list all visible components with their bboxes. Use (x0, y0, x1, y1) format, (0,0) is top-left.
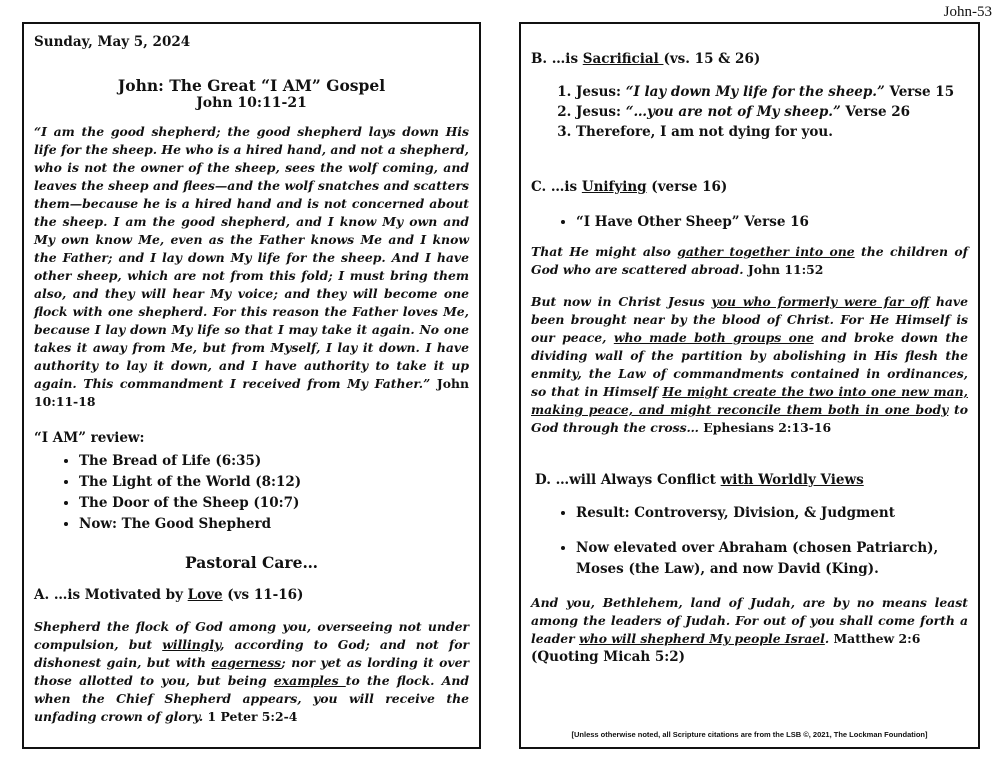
quote-reference: John 10:11-18 (34, 376, 469, 409)
section-a-heading: A. …is Motivated by Love (vs 11-16) (34, 587, 304, 603)
footnote: [Unless otherwise noted, all Scripture citations are from the LSB ©, 2021, The Lockman Foundation] (571, 730, 928, 739)
list-item: • The Bread of Life (6:35) (79, 451, 469, 472)
section-c-list (531, 212, 968, 233)
john-11-52-quote: That He might also gather together into one the children of God who are scattered abroad. John 11:52 (531, 244, 968, 277)
right-panel (519, 22, 980, 749)
section-c-heading: C. …is Unifying (verse 16) (531, 179, 728, 195)
list-item: • Now elevated over Abraham (chosen Patriarch), Moses (the Law), and now David (King). (576, 538, 968, 580)
list-item: 2. Jesus: “…you are not of My sheep.” Verse 26 (576, 102, 968, 122)
peter-quote: Shepherd the flock of God among you, overseeing not under compulsion, but willingly, according to God; and not for dishonest gain, but with eagerness; nor yet as lording it over those allotted to you, but being examples to the flock. And when the Chief Shepherd appears, you will receive the unfading crown of glory. 1 Peter 5:2-4 (34, 619, 470, 724)
review-label: “I AM” review: (34, 430, 145, 446)
list-item: • The Door of the Sheep (10:7) (79, 493, 469, 514)
left-panel (22, 22, 481, 749)
micah-note: (Quoting Micah 5:2) (531, 649, 685, 665)
review-list (34, 451, 469, 535)
peter-reference: 1 Peter 5:2-4 (203, 709, 298, 724)
list-item: • “I Have Other Sheep” Verse 16 (576, 212, 968, 233)
matthew-quote: And you, Bethlehem, land of Judah, are by no means least among the leaders of Judah. For out of you shall come forth a leader who will shepherd My people Israel. Matthew 2:6 (531, 595, 968, 646)
section-d-heading: D. …will Always Conflict with Worldly Views (535, 472, 864, 488)
section-b-list (531, 82, 968, 142)
sermon-title: John: The Great “I AM” Gospel (117, 76, 386, 95)
sermon-reference: John 10:11-21 (196, 95, 307, 111)
section-b-heading: B. …is Sacrificial (vs. 15 & 26) (531, 51, 761, 67)
list-item: • Now: The Good Shepherd (79, 514, 469, 535)
list-item: • The Light of the World (8:12) (79, 472, 469, 493)
section-d-list (531, 503, 968, 580)
page-number: John-53 (943, 4, 992, 20)
list-item: 1. Jesus: “I lay down My life for the sheep.” Verse 15 (576, 82, 968, 102)
pastoral-care-heading: Pastoral Care… (185, 553, 318, 572)
quote-text: “I am the good shepherd; the good shepherd lays down His life for the sheep. He who is a hired hand, and not a shepherd, who is not the owner of the sheep, sees the wolf coming, and leaves the sheep and flees—and the wolf snatches and scatters them—because he is a hired hand and is not concerned about the sheep. I am the good shepherd, and I know My own and My own know Me, even as the Father knows Me and I know the Father; and I lay down My life for the sheep. And I have other sheep, which are not from this fold; I must bring them also, and they will hear My voice; and they will become one flock with one shepherd. For this reason the Father loves Me, because I lay down My life so that I may take it again. No one takes it away from Me, but from Myself, I lay it down. I have authority to lay it down, and I have authority to take it up again. This commandment I received from My Father.” (34, 124, 469, 391)
list-item: • Result: Controversy, Division, & Judgment (576, 503, 968, 524)
john-10-quote (34, 123, 469, 411)
list-item: 3. Therefore, I am not dying for you. (576, 122, 968, 142)
sermon-date: Sunday, May 5, 2024 (34, 34, 191, 50)
ephesians-quote: But now in Christ Jesus you who formerly were far off have been brought near by the blood of Christ. For He Himself is our peace, who made both groups one and broke down the dividing wall of the partition by abolishing in His flesh the enmity, the Law of commandments contained in ordinances, so that in Himself He might create the two into one new man, making peace, and might reconcile them both in one body to God through the cross… Ephesians 2:13-16 (531, 294, 969, 435)
